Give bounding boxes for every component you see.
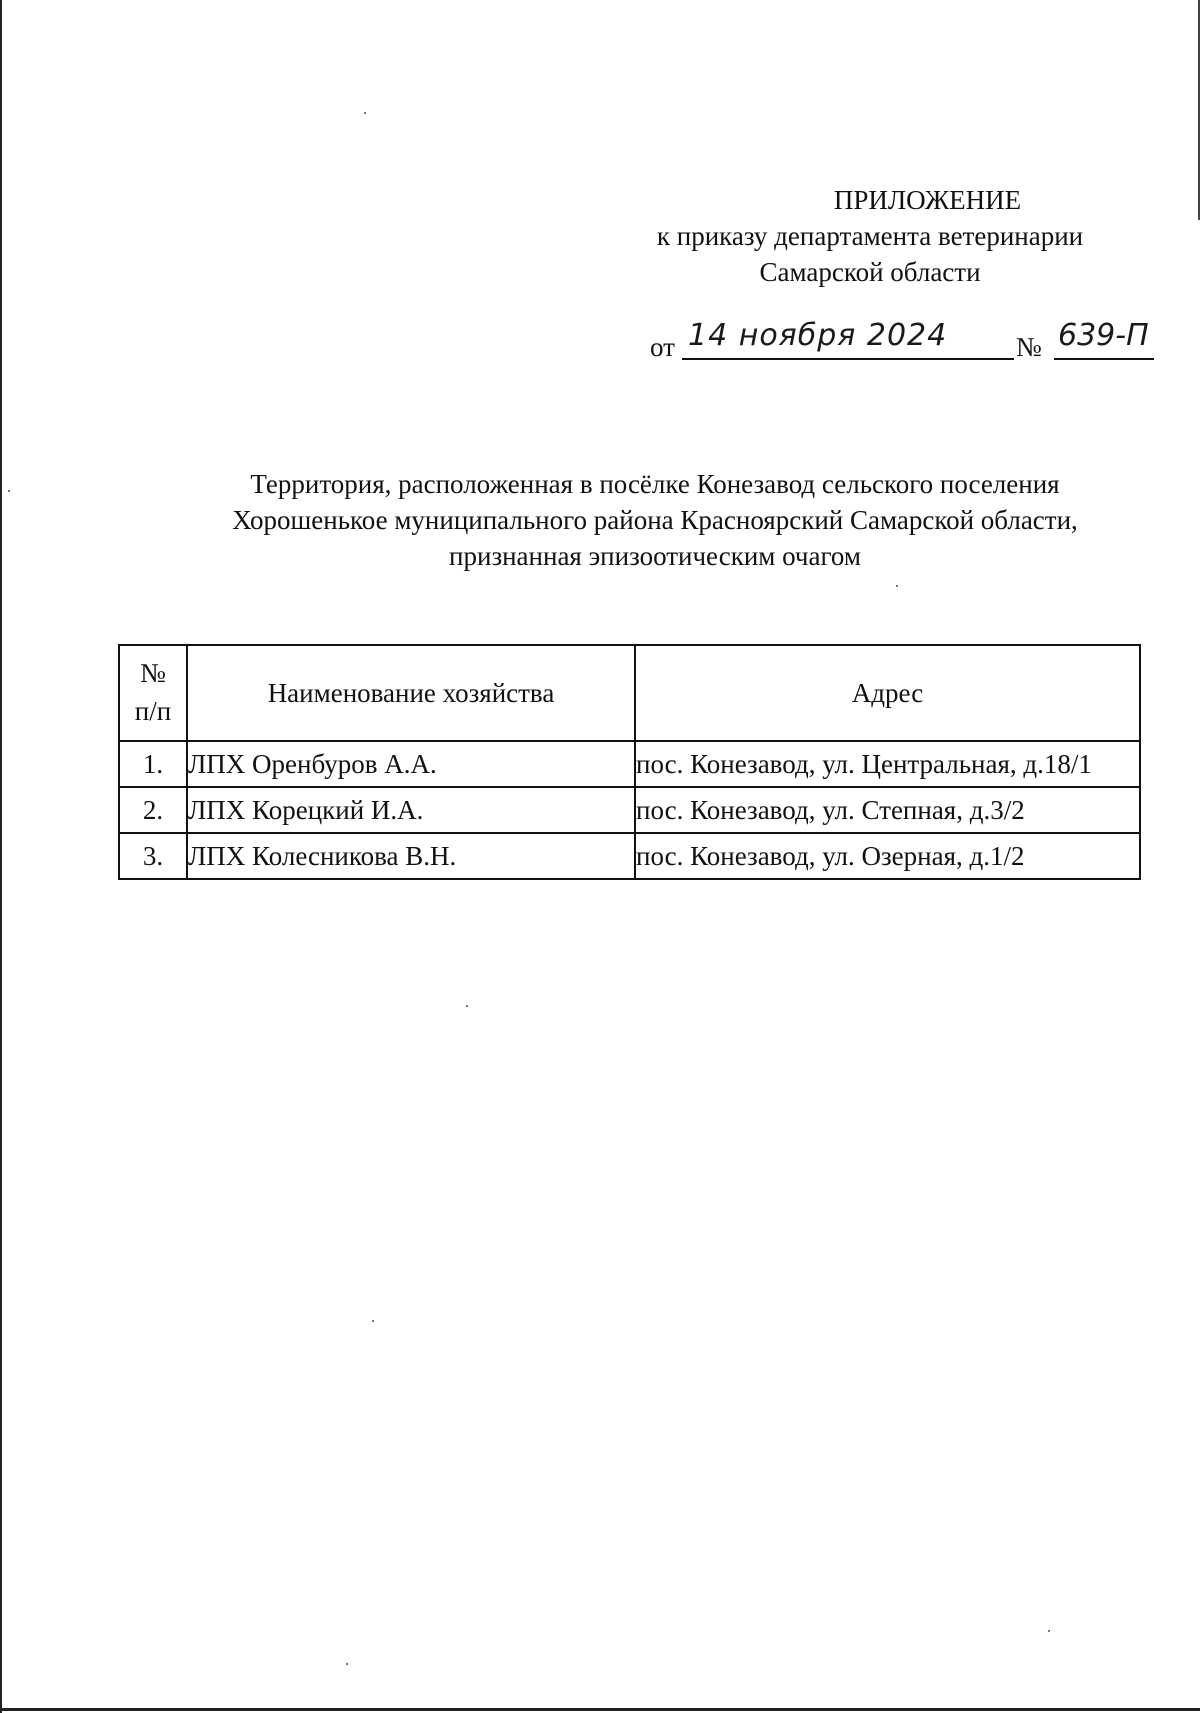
row-address: пос. Конезавод, ул. Центральная, д.18/1 [635, 741, 1140, 787]
row-farm-name: ЛПХ Оренбуров А.А. [187, 741, 635, 787]
table-row [119, 833, 1140, 879]
appendix-title: ПРИЛОЖЕНИЕ [833, 185, 1022, 215]
header-address-cell: Адрес [635, 645, 1140, 741]
order-reference [650, 318, 1150, 368]
appendix-line-order: к приказу департамента ветеринарии [656, 221, 1084, 251]
number-label: № [1016, 332, 1042, 362]
header-number-sub: п/п [134, 696, 172, 726]
handwritten-date: 14 ноября 2024 [682, 318, 1014, 360]
row-address: пос. Конезавод, ул. Озерная, д.1/2 [635, 833, 1140, 879]
table-row [119, 787, 1140, 833]
row-number: 1. [119, 741, 187, 787]
scan-speck [346, 1663, 348, 1665]
scan-speck [1048, 1630, 1050, 1632]
document-heading [190, 466, 1120, 574]
heading-line-2: Хорошенькое муниципального района Красноярский Самарской области, [232, 505, 1078, 535]
row-number: 3. [119, 833, 187, 879]
row-farm-name: ЛПХ Корецкий И.А. [187, 787, 635, 833]
farms-table [118, 644, 1141, 880]
from-label: от [650, 332, 675, 362]
appendix-stamp [600, 182, 1140, 290]
header-name-cell: Наименование хозяйства [187, 645, 635, 741]
appendix-line-region: Самарской области [759, 257, 981, 287]
scan-left-edge [0, 0, 2, 1713]
table-header-row [119, 645, 1140, 741]
header-number-sign: № [140, 658, 166, 688]
table-row [119, 741, 1140, 787]
scan-speck [364, 112, 366, 114]
heading-line-3: признанная эпизоотическим очагом [449, 541, 861, 571]
handwritten-number: 639-П [1054, 318, 1154, 360]
row-number: 2. [119, 787, 187, 833]
scan-speck [8, 490, 10, 492]
header-number-cell [119, 645, 187, 741]
scan-speck [896, 585, 898, 587]
scan-speck [372, 1320, 374, 1322]
row-farm-name: ЛПХ Колесникова В.Н. [187, 833, 635, 879]
row-address: пос. Конезавод, ул. Степная, д.3/2 [635, 787, 1140, 833]
heading-line-1: Территория, расположенная в посёлке Конезавод сельского поселения [250, 469, 1060, 499]
scan-bottom-edge [0, 1708, 1200, 1711]
scan-speck [466, 1005, 468, 1007]
